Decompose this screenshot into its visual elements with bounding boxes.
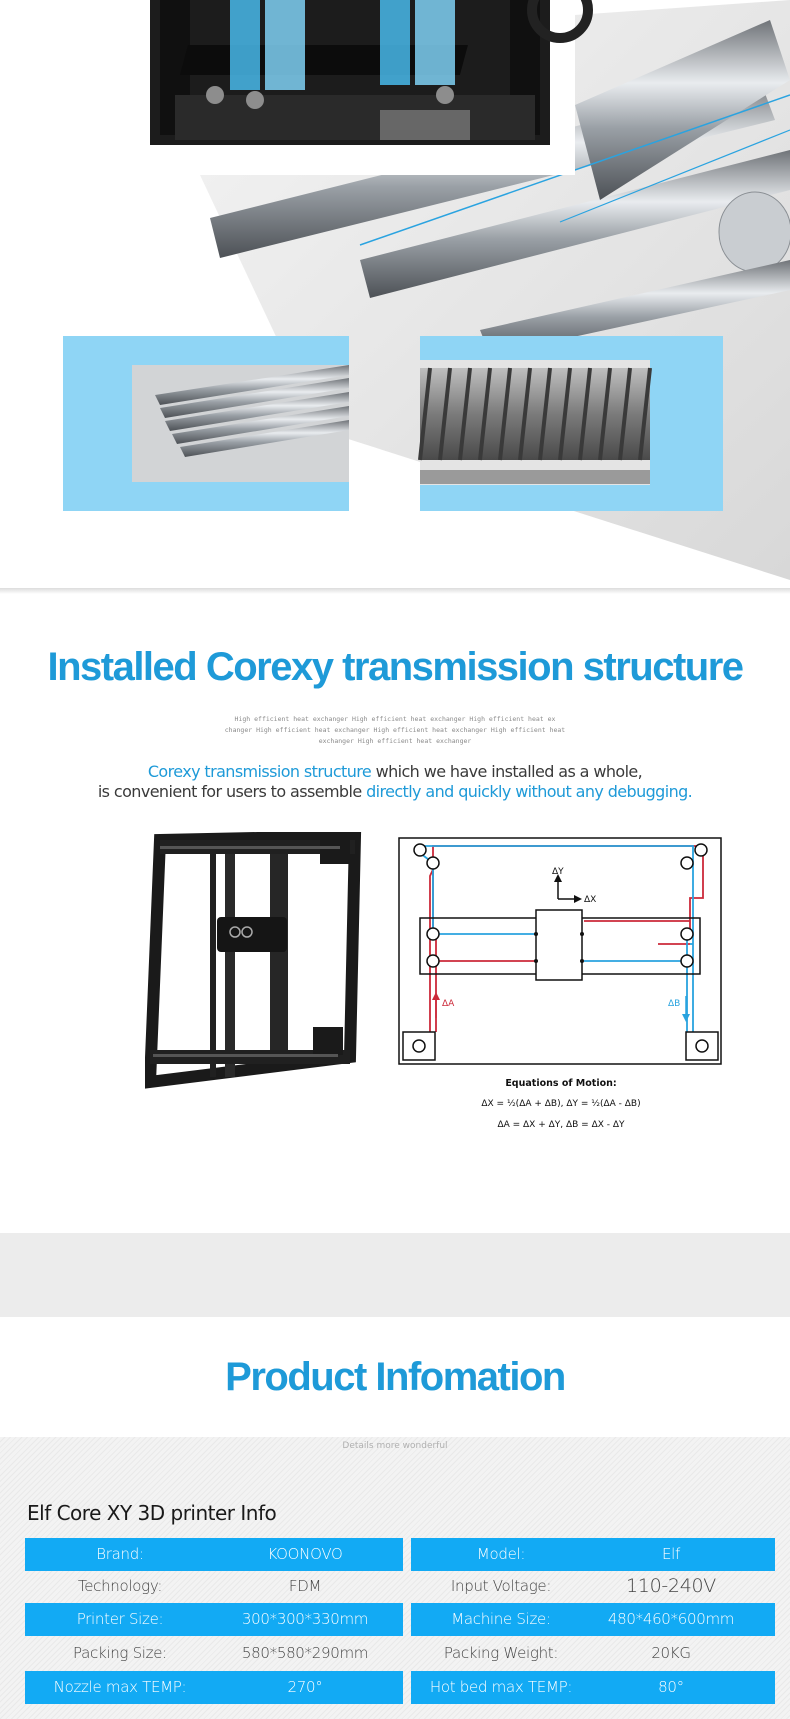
info-label-left: Printer Size: (76, 1610, 164, 1628)
info-label-right: Input Voltage: (450, 1577, 552, 1595)
info-label-right: Machine Size: (451, 1610, 551, 1628)
info-value-right: 110-240V (626, 1575, 716, 1597)
info-value-right: 20KG (651, 1644, 691, 1662)
equation-line-1: ΔX = ½(ΔA + ΔB), ΔY = ½(ΔA - ΔB) (481, 1099, 641, 1109)
section-divider-shadow (0, 588, 790, 594)
info-label-right: Hot bed max TEMP: (429, 1678, 573, 1696)
toolhead-carriage (536, 910, 582, 980)
info-label-left: Packing Size: (73, 1644, 167, 1662)
info-value-left: KOONOVO (267, 1545, 343, 1563)
corexy-description-line-1 (0, 762, 790, 781)
info-value-left: 300*300*330mm (241, 1610, 369, 1628)
info-value-left: 270° (287, 1678, 323, 1696)
info-label-right: Model: (476, 1545, 526, 1563)
label-delta-y: ΔY (552, 867, 564, 877)
info-value-right: 480*460*600mm (607, 1610, 735, 1628)
corexy-title: Installed Corexy transmission structure (47, 645, 743, 689)
label-delta-b: ΔB (668, 999, 681, 1009)
desc-highlight-2: directly and quickly without any debugging. (366, 782, 693, 801)
info-value-left: FDM (288, 1577, 322, 1595)
equations-title: Equations of Motion: (505, 1078, 617, 1089)
label-delta-a: ΔA (442, 999, 455, 1009)
corexy-frame-photo (145, 832, 365, 1090)
printer-photo (125, 0, 588, 175)
label-delta-x: ΔX (584, 895, 597, 905)
info-label-right: Packing Weight: (443, 1644, 559, 1662)
corexy-description-line-2 (0, 782, 790, 801)
hero-product-images (0, 0, 790, 590)
grey-separator-band (0, 1233, 790, 1317)
info-value-right: 80° (658, 1678, 684, 1696)
info-label-left: Brand: (96, 1545, 144, 1563)
hero-illustration (0, 0, 790, 590)
product-info-title: Product Infomation (225, 1355, 565, 1399)
tiny-caption-line-1: High efficient heat exchanger High efficient heat exchanger High efficient heat ex (234, 715, 556, 723)
product-info-subtitle: Details more wonderful (342, 1441, 448, 1451)
equation-line-2: ΔA = ΔX + ΔY, ΔB = ΔX - ΔY (497, 1120, 625, 1130)
tiny-caption-line-2: changer High efficient heat exchanger High efficient heat exchanger High efficient heat (224, 726, 566, 734)
info-value-right: Elf (661, 1545, 681, 1563)
info-value-left: 580*580*290mm (241, 1644, 369, 1662)
desc-text-2: is convenient for users to assemble (97, 782, 367, 801)
leadscrew-closeup-panel (420, 336, 723, 511)
desc-text-1: which we have installed as a whole, (371, 762, 643, 781)
tiny-caption-line-3: exchanger High efficient heat exchanger (318, 737, 472, 745)
info-label-left: Nozzle max TEMP: (53, 1678, 187, 1696)
info-label-left: Technology: (77, 1577, 163, 1595)
info-table-title: Elf Core XY 3D printer Info (27, 1501, 277, 1525)
rods-closeup-panel (63, 336, 349, 511)
corexy-motion-diagram (398, 836, 724, 1068)
desc-highlight-1: Corexy transmission structure (147, 762, 372, 781)
